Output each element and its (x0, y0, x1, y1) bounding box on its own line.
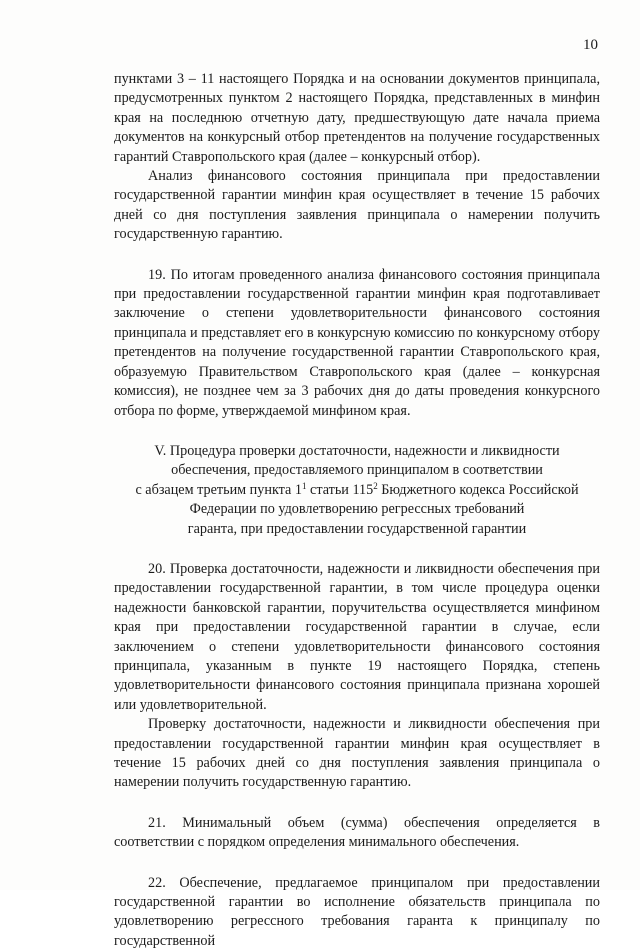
heading-line (114, 481, 600, 500)
heading-line: Федерации по удовлетворению регрессных требований (189, 501, 525, 518)
paragraph-gap (114, 539, 600, 560)
superscript: 2 (373, 480, 378, 491)
document-body (114, 70, 600, 951)
heading-text: с абзацем третьим пункта 1 (135, 481, 302, 498)
paragraph-gap (114, 853, 600, 874)
paragraph-19: 19. По итогам проведенного анализа финансового состояния принципала при предоставлении государственной гарантии минфин края подготавливает заключение о степени удовлетворительности финансового состояния принципала и представляет его в конкурсную комиссию по конкурсному отбору претендентов на получение государственной гарантии Ставропольского края, образуемую Правительством Ставропольского края (далее – конкурсная комиссия), не позднее чем за 3 рабочих дня до даты проведения конкурсного отбора по форме, утверждаемой минфином края. (114, 266, 600, 419)
paragraph-22: 22. Обеспечение, предлагаемое принципалом при предоставлении государственной гарантии во исполнение обязательств принципала по удовлетворению регрессного требования гаранта к принципалу по государственной (114, 874, 600, 949)
paragraph-gap (114, 793, 600, 814)
paragraph-21: 21. Минимальный объем (сумма) обеспечения определяется в соответствии с порядком определения минимального обеспечения. (114, 814, 600, 851)
paragraph-20: 20. Проверка достаточности, надежности и ликвидности обеспечения при предоставлении государственной гарантии, в том числе процедура оценки надежности банковской гарантии, поручительства осуществляется минфином края при предоставлении государственной гарантии в случае, если заключением о степени удовлетворительности финансового состояния принципала, указанным в пункте 19 настоящего Порядка, степень удовлетворительности финансового состояния принципала признана хорошей или удовлетворительной. (114, 560, 600, 713)
paragraph-verification-term: Проверку достаточности, надежности и ликвидности обеспечения при предоставлении государственной гарантии минфин края осуществляет в течение 15 рабочих дней со дня поступления заявления принципала о намерении получить государственную гарантию. (114, 716, 600, 791)
paragraph-continuation: пунктами 3 – 11 настоящего Порядка и на основании документов принципала, предусмотренных пунктом 2 настоящего Порядка, представленных в минфин края на последнюю отчетную дату, предшествующую дате начала приема документов на конкурсный отбор претендентов на получение государственных гарантий Ставропольского края (далее – конкурсный отбор). (114, 71, 600, 165)
page-number: 10 (583, 37, 598, 53)
heading-text: статьи 115 (306, 481, 374, 498)
heading-text: Бюджетного кодекса Российской (377, 481, 579, 498)
section-heading-v (114, 442, 600, 539)
paragraph-gap (114, 421, 600, 442)
heading-line: обеспечения, предоставляемого принципалом в соответствии (171, 462, 543, 479)
heading-line: V. Процедура проверки достаточности, надежности и ликвидности (154, 442, 560, 459)
superscript: 1 (301, 480, 307, 491)
heading-line: гаранта, при предоставлении государственной гарантии (187, 520, 527, 537)
paragraph-analysis-term: Анализ финансового состояния принципала при предоставлении государственной гарантии минфин края осуществляет в течение 15 рабочих дней со дня поступления заявления принципала о намерении получить государственную гарантию. (114, 168, 600, 243)
paragraph-gap (114, 245, 600, 266)
